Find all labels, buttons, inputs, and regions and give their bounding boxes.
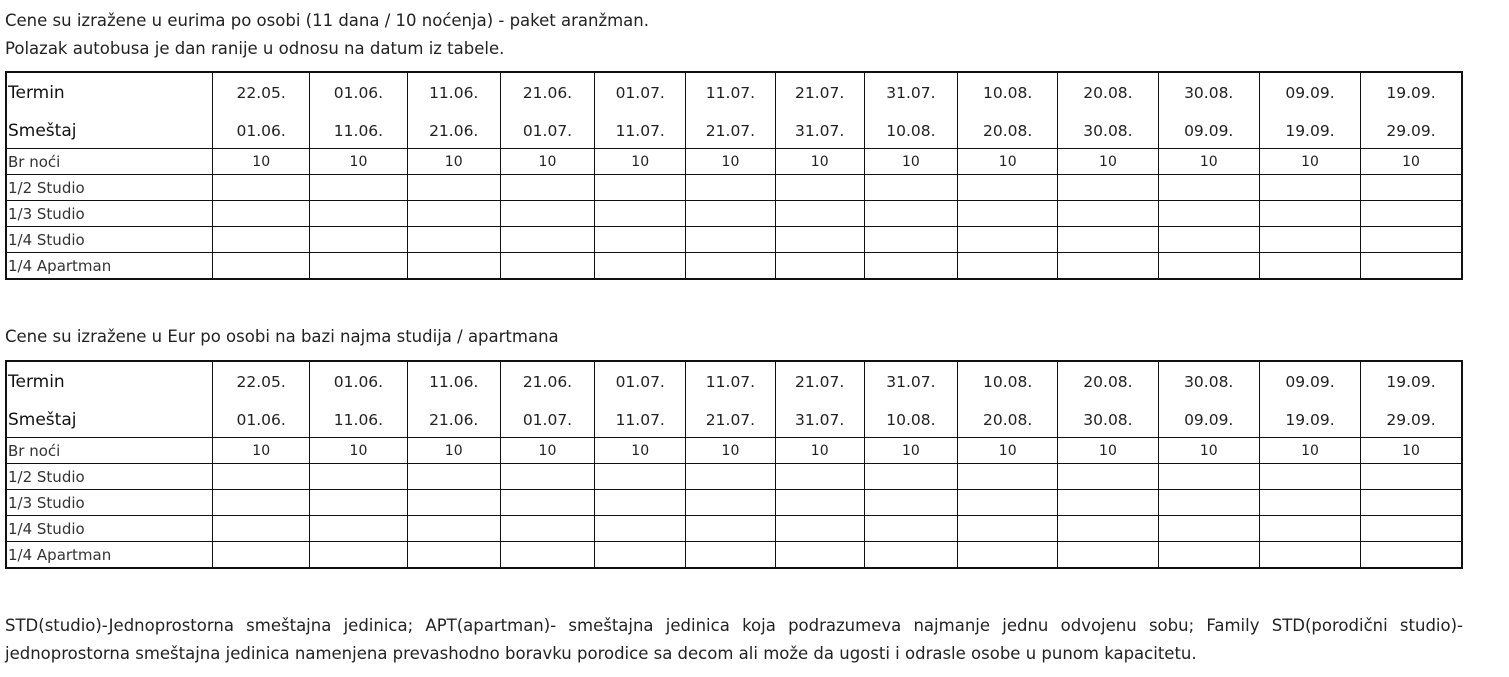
table-cell [1361,516,1462,542]
table-cell [686,227,775,253]
table-cell [407,253,500,280]
table-cell [1058,253,1158,280]
row-label: 1/4 Studio [6,227,213,253]
table-cell [213,175,310,201]
table-cell [1058,464,1158,490]
term-end-date: 31.07. [795,122,845,140]
table-cell [1259,490,1360,516]
table-cell [1259,542,1360,569]
table-cell: 10 [213,438,310,464]
table-header-row [6,72,1462,149]
term-cell [1361,361,1462,438]
table-header-row [6,361,1462,438]
table-cell [595,516,686,542]
table-cell: 10 [407,149,500,175]
table-cell [775,464,864,490]
term-end-date: 09.09. [1184,122,1234,140]
table-cell [1158,227,1259,253]
table-cell [864,175,957,201]
table-row [6,227,1462,253]
table-cell [864,516,957,542]
table-cell [1158,201,1259,227]
table-row [6,201,1462,227]
term-cell [1058,361,1158,438]
table-cell [1058,201,1158,227]
table-cell [1259,201,1360,227]
term-end-date: 11.06. [333,122,384,140]
table-cell [864,490,957,516]
table-cell: 10 [310,438,407,464]
term-end-date: 30.08. [1083,411,1133,429]
table-cell [775,201,864,227]
table-cell [1158,253,1259,280]
row-label: 1/4 Studio [6,516,213,542]
table-cell [1058,227,1158,253]
table-cell: 10 [1259,438,1360,464]
table-cell [958,490,1058,516]
table-cell [1361,464,1462,490]
term-cell [775,361,864,438]
term-start-date: 31.07. [886,84,936,102]
term-start-date: 01.06. [333,84,384,102]
term-start-date: 10.08. [983,373,1033,391]
table-cell [864,464,957,490]
table-row [6,253,1462,280]
table-cell [775,227,864,253]
table-cell [595,542,686,569]
table-cell: 10 [864,149,957,175]
table-cell [500,227,594,253]
table-cell: 10 [500,149,594,175]
table-cell [595,201,686,227]
term-end-date: 11.06. [333,411,384,429]
term-cell [864,72,957,149]
table-row [6,542,1462,569]
term-start-date: 22.05. [236,84,286,102]
table-cell [310,253,407,280]
table-cell [1361,201,1462,227]
table-cell [213,516,310,542]
table-cell [213,201,310,227]
table-cell [686,490,775,516]
table-cell [407,542,500,569]
term-end-date: 19.09. [1285,411,1335,429]
row-label: 1/3 Studio [6,490,213,516]
term-end-date: 01.06. [236,122,286,140]
term-start-date: 11.06. [429,373,479,391]
table-cell [1259,175,1360,201]
table-cell [1259,227,1360,253]
term-start-date: 21.06. [522,84,573,102]
table-cell [686,253,775,280]
table-cell [1361,175,1462,201]
table-cell [1259,253,1360,280]
table-cell [1259,464,1360,490]
term-cell [595,72,686,149]
term-start-date: 21.06. [522,373,573,391]
table-cell [407,464,500,490]
term-start-date: 19.09. [1386,373,1436,391]
table-cell [407,227,500,253]
table-cell: 10 [958,438,1058,464]
table-cell [310,464,407,490]
table-cell [1058,516,1158,542]
term-end-date: 09.09. [1184,411,1234,429]
table-cell [213,464,310,490]
term-cell [775,72,864,149]
table-cell [864,227,957,253]
price-table-rental [5,360,1463,569]
table-cell: 10 [310,149,407,175]
term-end-date: 01.07. [522,411,573,429]
table-cell [686,464,775,490]
term-start-date: 30.08. [1184,373,1234,391]
term-end-date: 11.07. [615,122,665,140]
term-end-date: 10.08. [886,411,936,429]
term-label: Termin [8,372,65,392]
term-cell [1158,361,1259,438]
intro-text [5,7,649,63]
price-table-package [5,71,1463,280]
table-cell [310,175,407,201]
term-start-date: 11.06. [429,84,479,102]
table-cell [500,490,594,516]
table-cell [500,464,594,490]
accommodation-label: Smeštaj [8,121,77,141]
term-start-date: 01.07. [615,373,665,391]
table-cell [775,542,864,569]
table-cell [407,175,500,201]
term-cell [213,361,310,438]
row-label: Br noći [6,149,213,175]
table-cell [1058,542,1158,569]
table-cell [686,175,775,201]
term-start-date: 30.08. [1184,84,1234,102]
table-cell [958,175,1058,201]
table-cell [1158,490,1259,516]
term-end-date: 10.08. [886,122,936,140]
table-cell: 10 [775,149,864,175]
table-cell [213,490,310,516]
table-cell: 10 [864,438,957,464]
term-cell [407,72,500,149]
table-row [6,438,1462,464]
term-end-date: 20.08. [983,122,1033,140]
table-cell: 10 [686,438,775,464]
term-end-date: 31.07. [795,411,845,429]
term-cell [1361,72,1462,149]
table-cell [213,253,310,280]
table-cell [864,542,957,569]
table-cell [595,464,686,490]
term-end-date: 29.09. [1386,411,1436,429]
term-start-date: 10.08. [983,84,1033,102]
table-cell [1158,464,1259,490]
table-cell [1158,516,1259,542]
term-cell [407,361,500,438]
table-cell: 10 [686,149,775,175]
row-label: Br noći [6,438,213,464]
table-cell [686,542,775,569]
term-end-date: 21.06. [429,122,479,140]
term-start-date: 20.08. [1083,84,1133,102]
row-label: 1/3 Studio [6,201,213,227]
term-end-date: 01.07. [522,122,573,140]
table-cell [500,516,594,542]
table-cell [775,175,864,201]
table-cell: 10 [1058,149,1158,175]
table-cell [310,490,407,516]
table-cell: 10 [1361,149,1462,175]
table-cell [1058,490,1158,516]
accommodation-label: Smeštaj [8,410,77,430]
table-cell: 10 [595,149,686,175]
row-label: 1/2 Studio [6,175,213,201]
term-cell [1259,72,1360,149]
table-row [6,464,1462,490]
table-cell [407,516,500,542]
table-cell [500,175,594,201]
section-title-rental: Cene su izražene u Eur po osobi na bazi najma studija / apartmana [5,327,559,346]
term-cell [310,361,407,438]
table-cell [1058,175,1158,201]
term-cell [958,72,1058,149]
term-start-date: 20.08. [1083,373,1133,391]
table-cell [958,464,1058,490]
table-cell [500,201,594,227]
table-cell [595,175,686,201]
table-cell: 10 [958,149,1058,175]
row-label: 1/4 Apartman [6,542,213,569]
table-cell [1361,490,1462,516]
table-cell [958,227,1058,253]
term-end-date: 21.07. [705,122,756,140]
term-end-date: 21.06. [429,411,479,429]
table-cell [1259,516,1360,542]
table-cell [686,201,775,227]
table-cell [595,253,686,280]
accommodation-footnote: STD(studio)-Jednoprostorna smeštajna jedinica; APT(apartman)- smeštajna jedinica koja podrazumeva najmanje jednu odvojenu sobu; Family STD(porodični studio)- jednoprostorna smeštajna jedinica namenjena prevashodno boravku porodice sa decom ali može da ugosti i odrasle osobe u punom kapacitetu. [5,616,1463,663]
term-cell [500,72,594,149]
term-end-date: 30.08. [1083,122,1133,140]
table-cell: 10 [1158,438,1259,464]
table-cell [213,227,310,253]
table-cell [958,201,1058,227]
term-cell [864,361,957,438]
table-cell [958,542,1058,569]
term-start-date: 21.07. [795,373,845,391]
table-cell: 10 [407,438,500,464]
table-cell [775,490,864,516]
table-cell [407,490,500,516]
table-cell [1158,175,1259,201]
row-label: 1/2 Studio [6,464,213,490]
table-cell: 10 [775,438,864,464]
table-cell [1361,253,1462,280]
term-end-date: 01.06. [236,411,286,429]
table-cell [958,253,1058,280]
table-cell: 10 [500,438,594,464]
term-start-date: 09.09. [1285,373,1335,391]
table-cell [310,201,407,227]
table-cell [213,542,310,569]
table-cell [310,227,407,253]
table-cell: 10 [595,438,686,464]
term-start-date: 01.06. [333,373,384,391]
table-cell [595,490,686,516]
table-cell: 10 [1158,149,1259,175]
term-cell [1058,72,1158,149]
table-cell [1158,542,1259,569]
table-cell [407,201,500,227]
term-cell [1259,361,1360,438]
term-cell [500,361,594,438]
term-cell [958,361,1058,438]
table-cell: 10 [1259,149,1360,175]
term-label: Termin [8,83,65,103]
table-cell [310,542,407,569]
table-row [6,175,1462,201]
term-start-date: 11.07. [705,84,756,102]
table-cell [775,253,864,280]
intro-line-2: Polazak autobusa je dan ranije u odnosu na datum iz tabele. [5,39,505,58]
term-start-date: 09.09. [1285,84,1335,102]
term-start-date: 31.07. [886,373,936,391]
term-start-date: 22.05. [236,373,286,391]
term-end-date: 29.09. [1386,122,1436,140]
header-label-cell [6,361,213,438]
table-cell [864,253,957,280]
intro-line-1: Cene su izražene u eurima po osobi (11 dana / 10 noćenja) - paket aranžman. [5,11,649,30]
table-cell [500,542,594,569]
table-cell [310,516,407,542]
table-cell: 10 [1361,438,1462,464]
term-cell [213,72,310,149]
term-cell [686,72,775,149]
row-label: 1/4 Apartman [6,253,213,280]
term-cell [595,361,686,438]
table-cell: 10 [213,149,310,175]
term-end-date: 11.07. [615,411,665,429]
table-cell [958,516,1058,542]
table-cell [864,201,957,227]
term-end-date: 20.08. [983,411,1033,429]
term-start-date: 01.07. [615,84,665,102]
term-start-date: 11.07. [705,373,756,391]
table-cell: 10 [1058,438,1158,464]
table-row [6,490,1462,516]
table-cell [1361,542,1462,569]
term-start-date: 21.07. [795,84,845,102]
table-cell [595,227,686,253]
term-start-date: 19.09. [1386,84,1436,102]
table-row [6,516,1462,542]
table-cell [1361,227,1462,253]
term-cell [310,72,407,149]
term-cell [686,361,775,438]
term-cell [1158,72,1259,149]
table-cell [686,516,775,542]
header-label-cell [6,72,213,149]
table-cell [775,516,864,542]
table-cell [500,253,594,280]
term-end-date: 19.09. [1285,122,1335,140]
term-end-date: 21.07. [705,411,756,429]
table-row [6,149,1462,175]
